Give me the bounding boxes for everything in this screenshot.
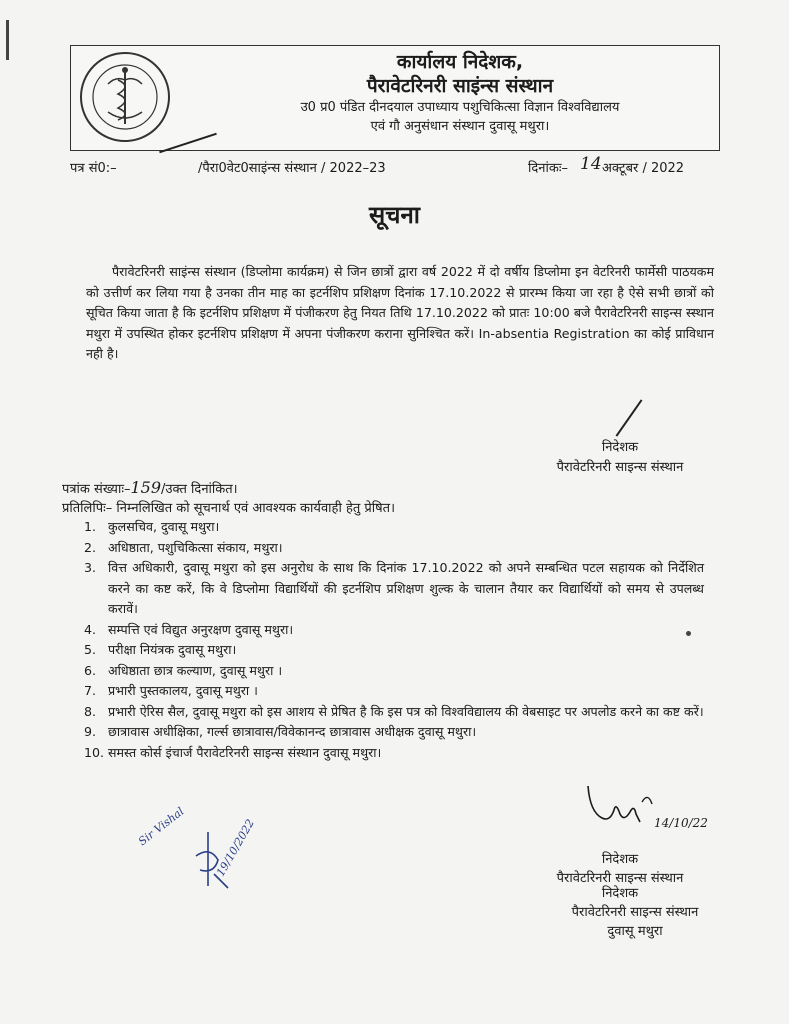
signatory-block-2 bbox=[500, 850, 740, 941]
date-rest: अक्टूबर / 2022 bbox=[602, 161, 685, 176]
date-label: दिनांकः– bbox=[528, 161, 568, 176]
list-item: 6. अधिष्ठाता छात्र कल्याण, दुवासू मथुरा । bbox=[84, 662, 283, 678]
university-emblem-icon bbox=[78, 50, 172, 144]
signatory-org: पैरावेटरिनरी साइन्स संस्थान bbox=[556, 460, 684, 475]
list-item: 8. प्रभारी ऐरिस सैल, दुवासू मथुरा को इस आशय से प्रेषित है कि इस पत्र को विश्वविद्यालय की वेबसाइट पर अपलोड करने का कष्ट करें। bbox=[84, 703, 704, 719]
letter-number-label: पत्र सं0:– bbox=[70, 161, 117, 176]
signature-stroke bbox=[616, 399, 643, 436]
institute-name: पैरावेटरिनरी साइंन्स संस्थान bbox=[366, 75, 554, 97]
university-name: उ0 प्र0 पंडित दीनदयाल उपाध्याय पशुचिकित्सा विज्ञान विश्वविद्यालय bbox=[300, 100, 620, 115]
list-item: 10. समस्त कोर्स इंचार्ज पैरावेटरिनरी साइन्स संस्थान दुवासू मथुरा। bbox=[84, 744, 382, 760]
notice-body bbox=[86, 262, 714, 365]
stamp-title: निदेशक bbox=[601, 886, 639, 901]
notice-title: सूचना bbox=[369, 201, 420, 229]
list-item: 3. वित्त अधिकारी, दुवासू मथुरा को इस अनुरोध के साथ कि दिनांक 17.10.2022 को अपने सम्बन्धित पटल सहायक को निर्देशित करने का कष्ट करें, कि वे डिप्लोमा विद्यार्थियों की इटर्नशिप प्रशिक्षण शुल्क के चालान तैयार कर विद्यार्थियों को समय से उपलब्ध करावें। bbox=[84, 560, 704, 616]
handwritten-note bbox=[136, 804, 257, 898]
notice-body-text: पैरावेटरिनरी साइंन्स संस्थान (डिप्लोमा कार्यक्रम) से जिन छात्रों द्वारा वर्ष 2022 में दो वर्षीय डिप्लोमा इन वेटरिनरी फार्मेसी पाठयकम को उत्तीर्ण कर लिया गया है उनका तीन माह का इटर्नशिप प्रशिक्षण दिनांक 17.10.2022 से प्रारम्भ किया जा रहा है ऐसे सभी छात्रों को सूचित किया जाता है कि इटर्नशिप प्रशिक्षण में पंजीकरण हेतु नियत तिथि 17.10.2022 को प्रातः 10:00 बजे पैरावेटरिनरी साइन्स स्स्थान मथुरा में उपस्थित होकर इटर्नशिप प्रशिक्षण में अपना पंजीकरण कराना सुनिश्चित करें। In-absentia Registration का कोई प्राविधान नही है। bbox=[86, 264, 714, 361]
handwritten-date: 19/10/2022 bbox=[214, 817, 257, 879]
stamp-place: दुवासू मथुरा bbox=[607, 924, 663, 939]
letter-reference: /पैरा0वेट0साइंन्स संस्थान / 2022–23 bbox=[198, 161, 386, 176]
office-title: कार्यालय निदेशक, bbox=[396, 51, 524, 73]
dispatch-label: पत्रांक संख्याः– bbox=[62, 482, 131, 497]
copy-to-list bbox=[84, 517, 704, 763]
list-item: 4. सम्पत्ति एवं विद्युत अनुरक्षण दुवासू मथुरा। bbox=[84, 621, 294, 637]
list-item: 1. कुलसचिव, दुवासू मथुरा। bbox=[84, 519, 220, 534]
list-item: 2. अधिष्ठाता, पशुचिकित्सा संकाय, मथुरा। bbox=[84, 539, 283, 555]
ink-dot bbox=[686, 631, 691, 636]
university-location: एवं गौ अनुसंधान संस्थान दुवासू मथुरा। bbox=[370, 119, 550, 134]
stamp-org: पैरावेटरिनरी साइन्स संस्थान bbox=[571, 905, 699, 920]
list-item: 7. प्रभारी पुस्तकालय, दुवासू मथुरा । bbox=[84, 683, 258, 698]
dispatch-number-line bbox=[62, 478, 238, 497]
dispatch-number: 159 bbox=[130, 478, 162, 497]
page-edge-mark bbox=[6, 20, 9, 60]
dispatch-suffix: /उक्त दिनांकित। bbox=[161, 482, 238, 497]
list-item: 5. परीक्षा नियंत्रक दुवासू मथुरा। bbox=[84, 642, 237, 657]
copy-to-intro: प्रतिलिपिः– निम्नलिखित को सूचनार्थ एवं आवश्यक कार्यवाही हेतु प्रेषित। bbox=[62, 501, 396, 516]
letterhead-text bbox=[210, 50, 710, 136]
signature-date: 14/10/22 bbox=[654, 816, 708, 830]
date-day-handwritten: 14 bbox=[580, 154, 602, 174]
signatory-org: पैरावेटरिनरी साइन्स संस्थान bbox=[556, 871, 684, 886]
handwritten-addressee: Sir Vishal bbox=[136, 804, 187, 849]
signatory-title: निदेशक bbox=[601, 440, 639, 455]
signatory-title: निदेशक bbox=[601, 852, 639, 867]
list-item: 9. छात्रावास अधीक्षिका, गर्ल्स छात्रावास/विवेकानन्द छात्रावास अधीक्षक दुवासू मथुरा। bbox=[84, 724, 477, 739]
signatory-block-1 bbox=[520, 438, 720, 478]
